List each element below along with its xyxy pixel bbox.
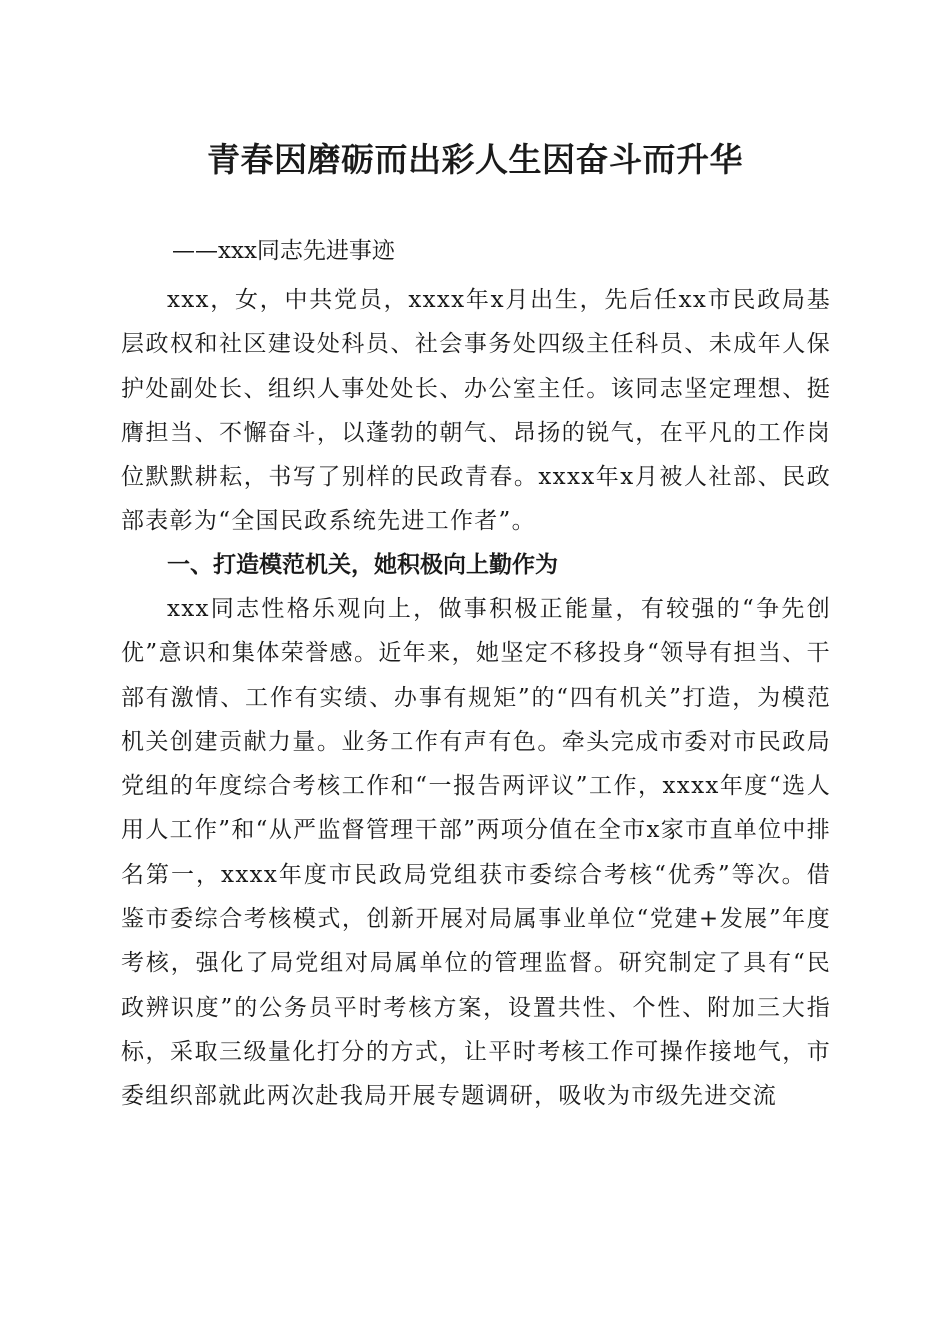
document-title: 青春因磨砺而出彩人生因奋斗而升华: [207, 140, 743, 179]
document-subtitle: ——xxx同志先进事迹: [172, 238, 395, 264]
section-heading: 一、打造模范机关，她积极向上勤作为: [167, 552, 558, 578]
intro-paragraph: xxx，女，中共党员，xxxx年x月出生，先后任xx市民政局基层政权和社区建设处科员、社会事务处四级主任科员、未成年人保护处副处长、组织人事处处长、办公室主任。该同志坚定理想、挺膺担当、不懈奋斗，以蓬勃的朝气、昂扬的锐气，在平凡的工作岗位默默耕耘，书写了别样的民政青春。xxxx年x月被人社部、民政部表彰为“全国民政系统先进工作者”。: [121, 287, 831, 535]
section-paragraph: xxx同志性格乐观向上，做事积极正能量，有较强的“争先创优”意识和集体荣誉感。近年来，她坚定不移投身“领导有担当、干部有激情、工作有实绩、办事有规矩”的“四有机关”打造，为模范机关创建贡献力量。业务工作有声有色。牵头完成市委对市民政局党组的年度综合考核工作和“一报告两评议”工作，xxxx年度“选人用人工作”和“从严监督管理干部”两项分值在全市x家市直单位中排名第一，xxxx年度市民政局党组获市委综合考核“优秀”等次。借鉴市委综合考核模式，创新开展对局属事业单位“党建+发展”年度考核，强化了局党组对局属单位的管理监督。研究制定了具有“民政辨识度”的公务员平时考核方案，设置共性、个性、附加三大指标，采取三级量化打分的方式，让平时考核工作可操作接地气，市委组织部就此两次赴我局开展专题调研，吸收为市级先进交流: [121, 596, 831, 1110]
